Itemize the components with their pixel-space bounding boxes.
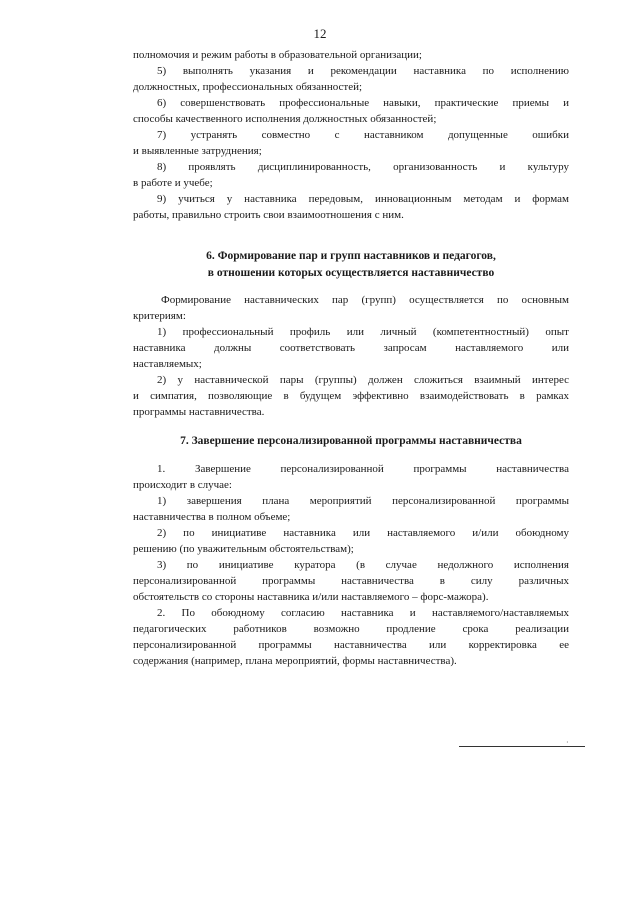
text-line: 7) устранять совместно с наставником допущенные ошибки [157, 129, 569, 141]
text-line: и выявленные затруднения; [133, 145, 262, 157]
text-line: способы качественного исполнения должностных обязанностей; [133, 113, 437, 125]
text-line: работы, правильно строить свои взаимоотношения с ним. [133, 209, 404, 221]
text-line: происходит в случае: [133, 479, 232, 491]
text-line: 1) завершения плана мероприятий персонализированной программы [157, 495, 569, 507]
section-6-title-line-1: 6. Формирование пар и групп наставников и педагогов, [206, 250, 496, 262]
text-line: педагогических работников возможно продление срока реализации [133, 623, 569, 635]
text-line: наставника должны соответствовать запросам наставляемого или [133, 342, 569, 354]
text-line: должностных, профессиональных обязанностей; [133, 81, 363, 93]
text-line: 5) выполнять указания и рекомендации наставника по исполнению [157, 65, 569, 77]
text-line: обстоятельств со стороны наставника и/или наставляемого – форс-мажора). [133, 591, 489, 603]
text-line: полномочия и режим работы в образовательной организации; [133, 49, 422, 61]
text-line: персонализированной программы наставничества или корректировка ее [133, 639, 569, 651]
text-line: содержания (например, плана мероприятий, формы наставничества). [133, 655, 457, 667]
text-line: 8) проявлять дисциплинированность, организованность и культуру [157, 161, 569, 173]
section-7-title: 7. Завершение персонализированной программы наставничества [180, 435, 522, 447]
text-line: и симпатия, позволяющие в будущем эффективно взаимодействовать в рамках [133, 390, 569, 402]
text-line: наставляемых; [133, 358, 202, 370]
section-7-body [133, 461, 569, 669]
text-line: 9) учиться у наставника передовым, инновационным методам и формам [157, 193, 569, 205]
text-line: программы наставничества. [133, 406, 265, 418]
section-6-title-line-2: в отношении которых осуществляется наставничество [207, 267, 495, 279]
text-line: 2) у наставнической пары (группы) должен сложиться взаимный интерес [157, 374, 569, 386]
text-line: 1. Завершение персонализированной программы наставничества [157, 463, 569, 475]
page-number: 12 [313, 26, 327, 41]
text-line: в работе и учебе; [133, 177, 213, 189]
text-line: 1) профессиональный профиль или личный (компетентностный) опыт [157, 326, 569, 338]
text-line: персонализированной программы наставничества в силу различных [133, 575, 569, 587]
text-line: 6) совершенствовать профессиональные навыки, практические приемы и [157, 97, 569, 109]
text-line: наставничества в полном объеме; [133, 511, 291, 523]
text-line: 2. По обоюдному согласию наставника и наставляемого/наставляемых [157, 607, 569, 619]
section-6-title [133, 248, 569, 282]
text-line: 3) по инициативе куратора (в случае недолжного исполнения [157, 559, 569, 571]
rule-mark: · [566, 738, 569, 747]
obligations-list [133, 47, 569, 223]
text-line: решению (по уважительным обстоятельствам); [133, 543, 354, 555]
text-line: 2) по инициативе наставника или наставляемого и/или обоюдному [157, 527, 569, 539]
text-line: Формирование наставнических пар (групп) осуществляется по основным [161, 294, 569, 306]
text-line: критериям: [133, 310, 186, 322]
section-6-body [133, 292, 569, 420]
